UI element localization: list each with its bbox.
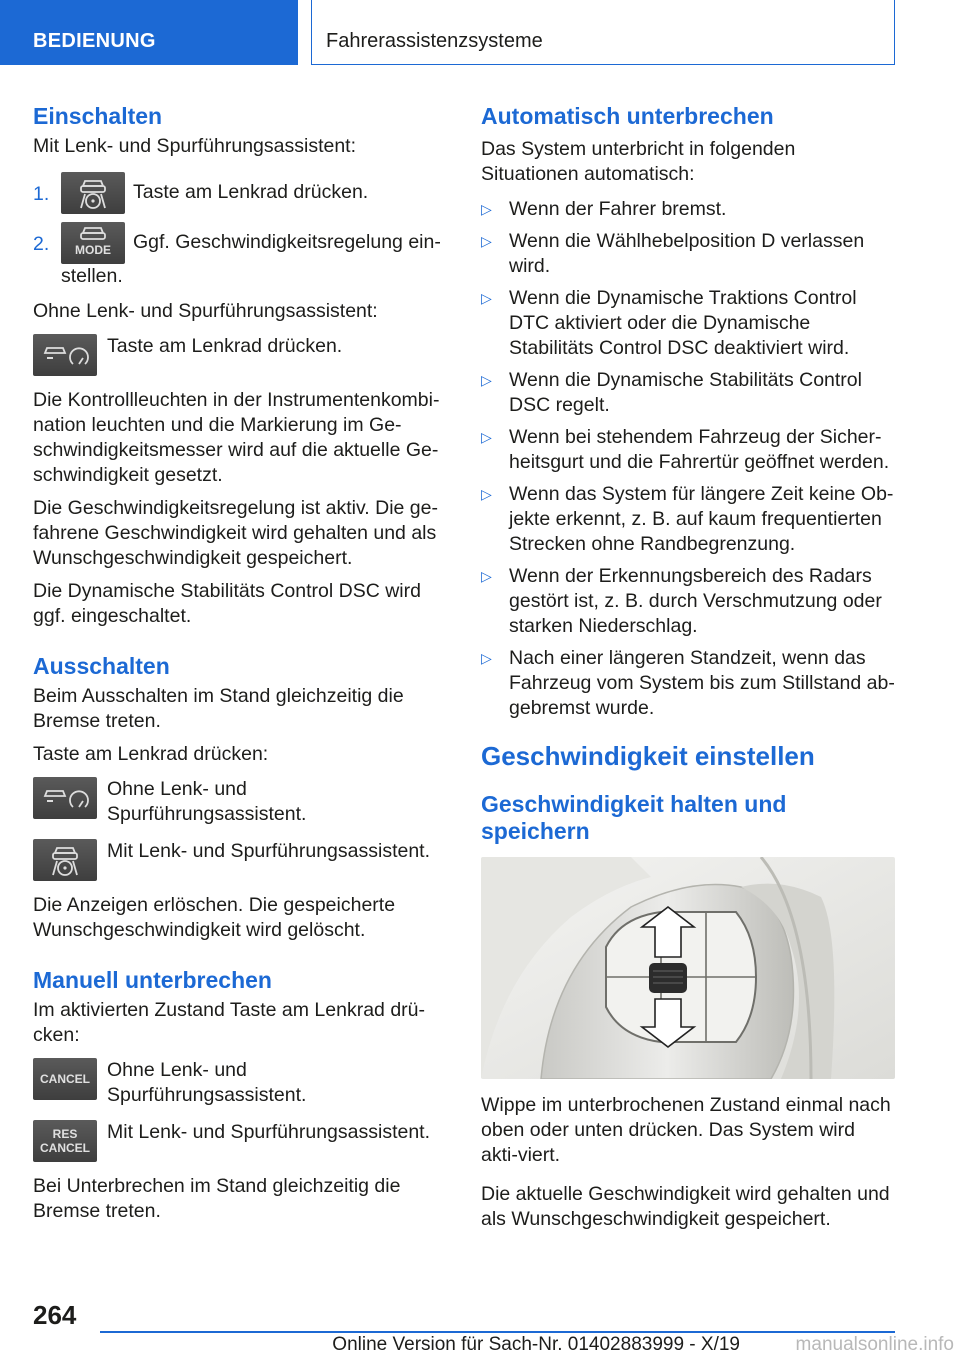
press-without-row xyxy=(33,334,445,376)
triangle-bullet-icon: ▷ xyxy=(481,372,492,388)
einschalten-intro-with: Mit Lenk- und Spurführungsassistent: xyxy=(33,135,357,157)
einschalten-intro-without: Ohne Lenk- und Spurführungsassistent: xyxy=(33,300,378,322)
auto-list xyxy=(481,197,895,721)
einschalten-para2: Die Geschwindigkeitsregelung ist aktiv. Die ge-fahrene Geschwindigkeit wird gehalten und als Wunschgeschwindigkeit gespeichert. xyxy=(33,497,438,569)
triangle-bullet-icon: ▷ xyxy=(481,429,492,445)
mode-button-icon xyxy=(61,222,125,264)
triangle-bullet-icon: ▷ xyxy=(481,486,492,502)
auto-title: Automatisch unterbrechen xyxy=(481,103,774,129)
res-cancel-label: CANCEL xyxy=(40,1141,90,1155)
step-1-number: 1. xyxy=(33,183,50,205)
right-column xyxy=(481,101,895,1240)
page-number: 264 xyxy=(33,1300,77,1330)
header-section-label: BEDIENUNG xyxy=(33,30,156,52)
ausschalten-para1: Beim Ausschalten im Stand gleichzeitig die Bremse treten. xyxy=(33,685,404,732)
manuell-opt1-row xyxy=(33,1058,445,1108)
triangle-bullet-icon: ▷ xyxy=(481,233,492,249)
res-cancel-button-icon xyxy=(33,1120,97,1162)
list-item: ▷ Wenn die Dynamische Stabilitäts Control DSC regelt. xyxy=(481,369,862,416)
step-2 xyxy=(33,222,445,289)
ausschalten-para3: Die Anzeigen erlöschen. Die gespeicherte Wunschgeschwindigkeit wird gelöscht. xyxy=(33,894,396,941)
ausschalten-title: Ausschalten xyxy=(33,653,170,679)
ausschalten-opt2-row xyxy=(33,839,445,881)
step-1-text: Taste am Lenkrad drücken. xyxy=(133,181,369,204)
einschalten-para3: Die Dynamische Stabilitäts Control DSC wird ggf. eingeschaltet. xyxy=(33,580,421,627)
triangle-bullet-icon: ▷ xyxy=(481,290,492,306)
cancel-label: CANCEL xyxy=(40,1072,90,1086)
list-item: ▷ Wenn die Wählhebelposition D verlassen wird. xyxy=(481,230,865,277)
driving-assistant-button-icon xyxy=(61,172,125,214)
list-item: ▷ Wenn das System für längere Zeit keine Ob-jekte erkennt, z. B. auf kaum frequentierten Strecken ohne Randbegrenzung. xyxy=(481,483,894,555)
list-item: ▷ Wenn der Fahrer bremst. xyxy=(481,198,727,220)
triangle-bullet-icon: ▷ xyxy=(481,568,492,584)
driving-assistant-button-icon xyxy=(33,839,97,881)
einstellen-para1: Wippe im unterbrochenen Zustand einmal nach oben oder unten drücken. Das System wird akti-viert. xyxy=(481,1094,891,1166)
res-label: RES xyxy=(52,1127,78,1141)
steering-wheel-rocker-illustration xyxy=(481,857,895,1079)
manuell-para1: Im aktivierten Zustand Taste am Lenkrad drü-cken: xyxy=(33,999,425,1046)
triangle-bullet-icon: ▷ xyxy=(481,201,492,217)
manuell-para2: Bei Unterbrechen im Stand gleichzeitig die Bremse treten. xyxy=(33,1175,401,1222)
footer-divider xyxy=(100,1331,895,1333)
header-chapter-label: Fahrerassistenzsysteme xyxy=(326,30,543,52)
step-1 xyxy=(33,172,445,214)
footer-online-version: Online Version für Sach-Nr. 01402883999 - X/19 xyxy=(332,1334,740,1355)
press-without-text: Taste am Lenkrad drücken. xyxy=(107,335,343,357)
list-item: ▷ Wenn der Erkennungsbereich des Radars gestört ist, z. B. durch Verschmutzung oder starken Niederschlag. xyxy=(481,565,882,637)
list-item: ▷ Nach einer längeren Standzeit, wenn das Fahrzeug vom System bis zum Stillstand ab-gebremst wurde. xyxy=(481,647,895,719)
ausschalten-para2: Taste am Lenkrad drücken: xyxy=(33,743,269,765)
left-column xyxy=(33,101,445,1232)
step-2-text: Ggf. Geschwindigkeitsregelung ein-stellen. xyxy=(61,231,441,287)
ausschalten-opt2-text: Mit Lenk- und Spurführungsassistent. xyxy=(107,840,431,862)
ausschalten-opt1-row xyxy=(33,777,445,827)
list-item: ▷ Wenn bei stehendem Fahrzeug der Sicher-heitsgurt und die Fahrertür geöffnet werden. xyxy=(481,426,890,473)
cancel-button-icon xyxy=(33,1058,97,1100)
ausschalten-opt1-text: Ohne Lenk- und Spurführungsassistent. xyxy=(107,778,307,825)
cruise-control-button-icon xyxy=(33,777,97,819)
header-section-tab xyxy=(0,0,298,65)
header-chapter-box xyxy=(311,0,895,65)
manuell-opt1-text: Ohne Lenk- und Spurführungsassistent. xyxy=(107,1059,307,1106)
manuell-title: Manuell unterbrechen xyxy=(33,967,272,993)
watermark-logo: manualsonline.info xyxy=(795,1334,954,1355)
einschalten-title: Einschalten xyxy=(33,103,163,129)
list-item: ▷ Wenn die Dynamische Traktions Control DTC aktiviert oder die Dynamische Stabilitäts Control DSC deaktiviert wird. xyxy=(481,287,857,359)
step-2-number: 2. xyxy=(33,233,50,255)
triangle-bullet-icon: ▷ xyxy=(481,650,492,666)
einschalten-para1: Die Kontrollleuchten in der Instrumentenkombi-nation leuchten und die Markierung im Ge-schwindigkeitsmesser wird auf die aktuelle Ge-schwindigkeit gesetzt. xyxy=(33,389,440,486)
mode-label: MODE xyxy=(75,243,111,257)
cruise-control-button-icon xyxy=(33,334,97,376)
manuell-opt2-row xyxy=(33,1120,445,1162)
einstellen-title: Geschwindigkeit einstellen xyxy=(481,741,815,771)
manuell-opt2-text: Mit Lenk- und Spurführungsassistent. xyxy=(107,1121,431,1143)
einstellen-para2: Die aktuelle Geschwindigkeit wird gehalten und als Wunschgeschwindigkeit gespeichert. xyxy=(481,1183,890,1230)
einstellen-subtitle: Geschwindigkeit halten und speichern xyxy=(481,791,787,844)
auto-intro: Das System unterbricht in folgenden Situationen automatisch: xyxy=(481,138,796,185)
